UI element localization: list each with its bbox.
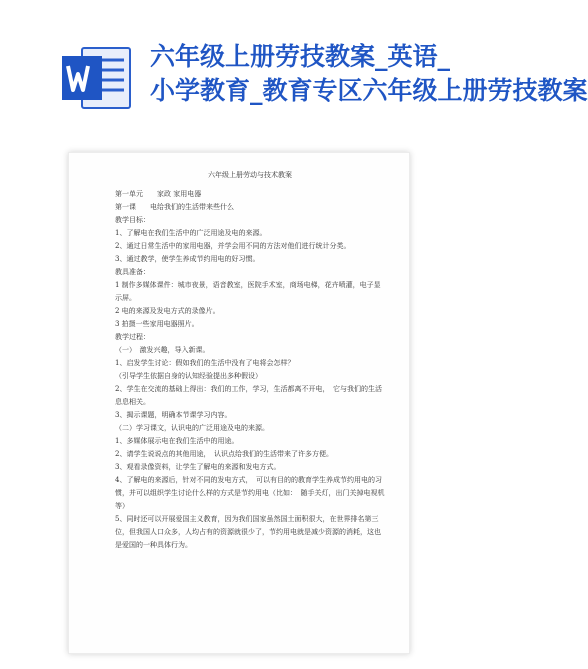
word-icon <box>60 44 132 112</box>
document-line: 2、请学生说说点的其他用途， 认识点给我们的生活带来了许多方便。 <box>115 450 333 458</box>
title-line-2: 小学教育_教育专区六年级上册劳技教案 <box>150 76 588 105</box>
document-line: 1、了解电在我们生活中的广泛用途及电的来源。 <box>115 229 267 237</box>
document-line: （一） 激发兴趣，导入新课。 <box>115 346 210 354</box>
document-line: 2 电的来源及发电方式的录像片。 <box>115 307 220 315</box>
page-title <box>150 40 588 108</box>
document-line: 5、同时还可以开展爱国主义教育，因为我们国家虽然国土面积很大，在世界排名第三位，但我国人口众多，人均占有的资源就很少了，节约用电就是减少资源的消耗，这也是爱国的一种具体行为。 <box>115 515 381 549</box>
document-line: 1 制作多媒体课件：城市夜景，语音教室，医院手术室，商场电梯，花卉喷灌，电子显示屏。 <box>115 281 381 302</box>
document-line: 3、观看录像资料，让学生了解电的来源和发电方式。 <box>115 463 281 471</box>
document-line: 3、揭示课题，明确本节课学习内容。 <box>115 411 232 419</box>
document-title: 六年级上册劳动与技术教案 <box>208 171 292 179</box>
document-line: 3 拍摄一些家用电器照片。 <box>115 320 199 328</box>
document-line: 1、多媒体展示电在我们生活中的用途。 <box>115 437 239 445</box>
document-line: 教学目标： <box>115 216 150 224</box>
document-page <box>68 152 410 654</box>
document-line: 第一单元 家政 家用电器 <box>115 190 202 198</box>
document-line: 第一课 电给我们的生活带来些什么 <box>115 203 234 211</box>
document-line: （引导学生依据自身的认知经验提出多种假设） <box>115 372 262 380</box>
document-line: 3、通过教学，使学生养成节约用电的好习惯。 <box>115 255 260 263</box>
document-line: 4、了解电的来源后，针对不同的发电方式， 可以有目的的教育学生养成节约用电的习惯，并可以组织学生讨论什么样的方式是节约用电（比如： 随手关灯，出门关掉电视机等） <box>115 476 385 510</box>
document-line: 教具准备： <box>115 268 150 276</box>
document-line: 教学过程： <box>115 333 150 341</box>
page-header <box>0 0 588 135</box>
document-line: （二）学习课文，认识电的广泛用途及电的来源。 <box>115 424 269 432</box>
document-content <box>115 169 385 552</box>
document-line: 2、通过日常生活中的家用电器，并学会用不同的方法对他们进行统计分类。 <box>115 242 351 250</box>
document-line: 2、学生在交流的基础上得出：我们的工作，学习，生活都离不开电， 它与我们的生活息息相关。 <box>115 385 382 406</box>
title-line-1: 六年级上册劳技教案_英语_ <box>150 42 451 71</box>
document-line: 1、启发学生讨论：假如我们的生活中没有了电将会怎样？ <box>115 359 295 367</box>
